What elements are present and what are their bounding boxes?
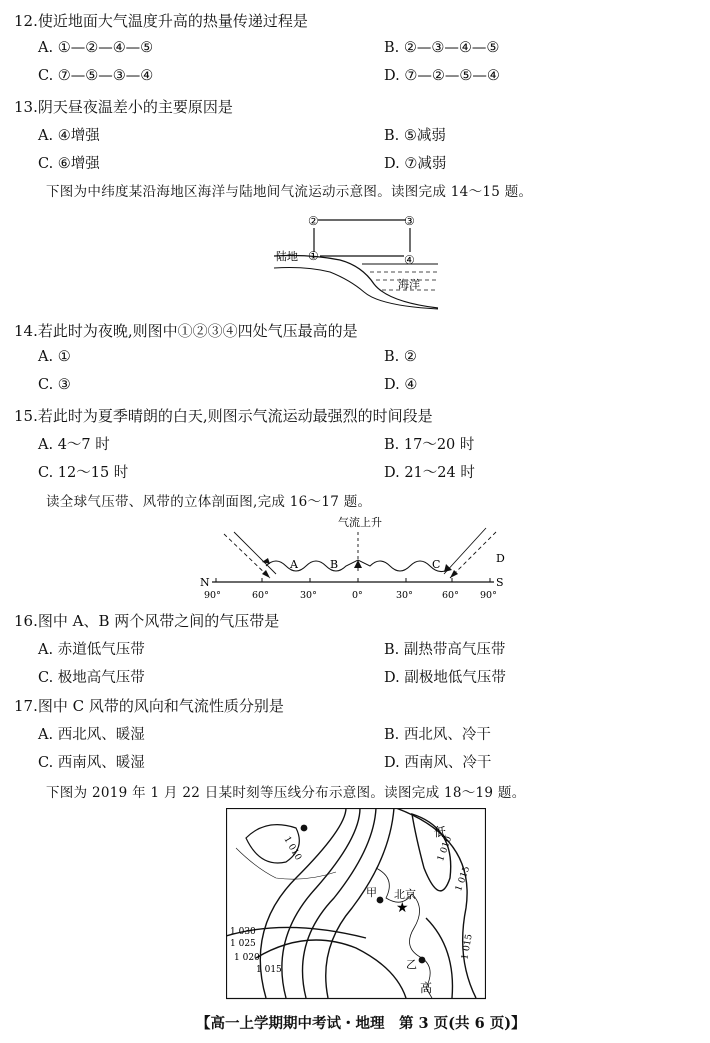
question-stem: 若此时为夜晚,则图中①②③④四处气压最高的是	[37, 322, 358, 340]
question-stem: 图中 C 风带的风向和气流性质分别是	[37, 697, 284, 715]
question-number: 12.	[14, 12, 38, 30]
beijing-label: 北京	[394, 888, 416, 901]
question-15	[14, 405, 433, 426]
north-label: N	[200, 576, 210, 589]
belt-b-label: B	[330, 558, 339, 571]
question-number: 16.	[14, 612, 38, 630]
point-4-label: ④	[404, 253, 415, 267]
rising-air-label: 气流上升	[338, 516, 382, 529]
option-a: A. 4～7 时	[38, 437, 110, 453]
contour-label: 1 015	[256, 965, 282, 975]
beijing-star-icon: ★	[396, 900, 409, 916]
point-2-label: ②	[308, 214, 319, 228]
option-c: C. ⑥增强	[38, 156, 100, 172]
contour-label: 1 015	[454, 865, 473, 893]
land-sea-circulation-figure	[270, 206, 440, 310]
land-label: 陆地	[276, 250, 298, 263]
option-a: A. ①	[38, 349, 71, 365]
belt-a-label: A	[290, 558, 298, 571]
question-12	[14, 10, 308, 31]
option-d: D. 副极地低气压带	[384, 670, 506, 686]
low-pressure-label: 低	[434, 825, 447, 839]
question-14	[14, 320, 358, 341]
contour-label: 1 010	[436, 835, 455, 863]
option-d: D. ⑦减弱	[384, 156, 447, 172]
option-a: A. 赤道低气压带	[38, 642, 145, 658]
question-number: 17.	[14, 697, 38, 715]
point-jia	[377, 897, 384, 904]
intro-14-15: 下图为中纬度某沿海地区海洋与陆地间气流运动示意图。读图完成 14～15 题。	[46, 184, 533, 200]
option-a: A. 西北风、暖湿	[38, 727, 145, 743]
option-b: B. ②	[384, 349, 417, 365]
question-stem: 若此时为夏季晴朗的白天,则图示气流运动最强烈的时间段是	[37, 407, 433, 425]
question-13	[14, 96, 233, 117]
option-c: C. 西南风、暖湿	[38, 755, 145, 771]
option-b: B. ⑤减弱	[384, 128, 446, 144]
contour-label: 1 025	[230, 939, 256, 949]
isobar-map-figure	[226, 808, 486, 1000]
point-1-label: ①	[308, 249, 319, 263]
question-stem: 阴天昼夜温差小的主要原因是	[37, 98, 233, 116]
option-b: B. 17～20 时	[384, 437, 475, 453]
tick-label: 60°	[252, 590, 269, 600]
option-d: D. ⑦—②—⑤—④	[384, 68, 500, 84]
tick-label: 90°	[480, 590, 497, 600]
belt-d-label: D	[496, 552, 505, 565]
jia-label: 甲	[366, 886, 377, 899]
point-yi	[419, 957, 426, 964]
question-16	[14, 610, 279, 631]
option-b: B. 西北风、冷干	[384, 727, 491, 743]
option-b: B. ②—③—④—⑤	[384, 40, 500, 56]
question-number: 13.	[14, 98, 38, 116]
tick-label: 30°	[300, 590, 317, 600]
intro-18-19: 下图为 2019 年 1 月 22 日某时刻等压线分布示意图。读图完成 18～19 题。	[46, 785, 526, 801]
tick-label: 30°	[396, 590, 413, 600]
south-label: S	[496, 576, 504, 589]
question-stem: 图中 A、B 两个风带之间的气压带是	[37, 612, 280, 630]
option-b: B. 副热带高气压带	[384, 642, 506, 658]
contour-label: 1 015	[460, 933, 475, 961]
point-upper-left	[301, 825, 308, 832]
tick-label: 0°	[352, 590, 363, 600]
contour-label: 1 010	[281, 835, 303, 863]
contour-label: 1 020	[234, 953, 260, 963]
option-a: A. ①—②—④—⑤	[38, 40, 154, 56]
pressure-wind-belts-figure	[190, 514, 520, 600]
page-footer: 【高一上学期期中考试・地理 第 3 页(共 6 页)】	[196, 1015, 526, 1032]
question-number: 15.	[14, 407, 38, 425]
option-c: C. ⑦—⑤—③—④	[38, 68, 154, 84]
sea-label: 海洋	[398, 278, 420, 291]
question-number: 14.	[14, 322, 38, 340]
option-d: D. 21～24 时	[384, 465, 475, 481]
option-a: A. ④增强	[38, 128, 100, 144]
question-stem: 使近地面大气温度升高的热量传递过程是	[37, 12, 308, 30]
option-c: C. 极地高气压带	[38, 670, 145, 686]
tick-label: 60°	[442, 590, 459, 600]
option-c: C. 12～15 时	[38, 465, 129, 481]
tick-label: 90°	[204, 590, 221, 600]
yi-label: 乙	[406, 958, 417, 971]
question-17	[14, 695, 284, 716]
high-pressure-label: 高	[420, 981, 433, 995]
contour-label: 1 030	[230, 927, 256, 937]
option-d: D. 西南风、冷干	[384, 755, 492, 771]
point-3-label: ③	[404, 214, 415, 228]
option-c: C. ③	[38, 377, 71, 393]
option-d: D. ④	[384, 377, 418, 393]
belt-c-label: C	[432, 558, 441, 571]
intro-16-17: 读全球气压带、风带的立体剖面图,完成 16～17 题。	[46, 494, 372, 510]
